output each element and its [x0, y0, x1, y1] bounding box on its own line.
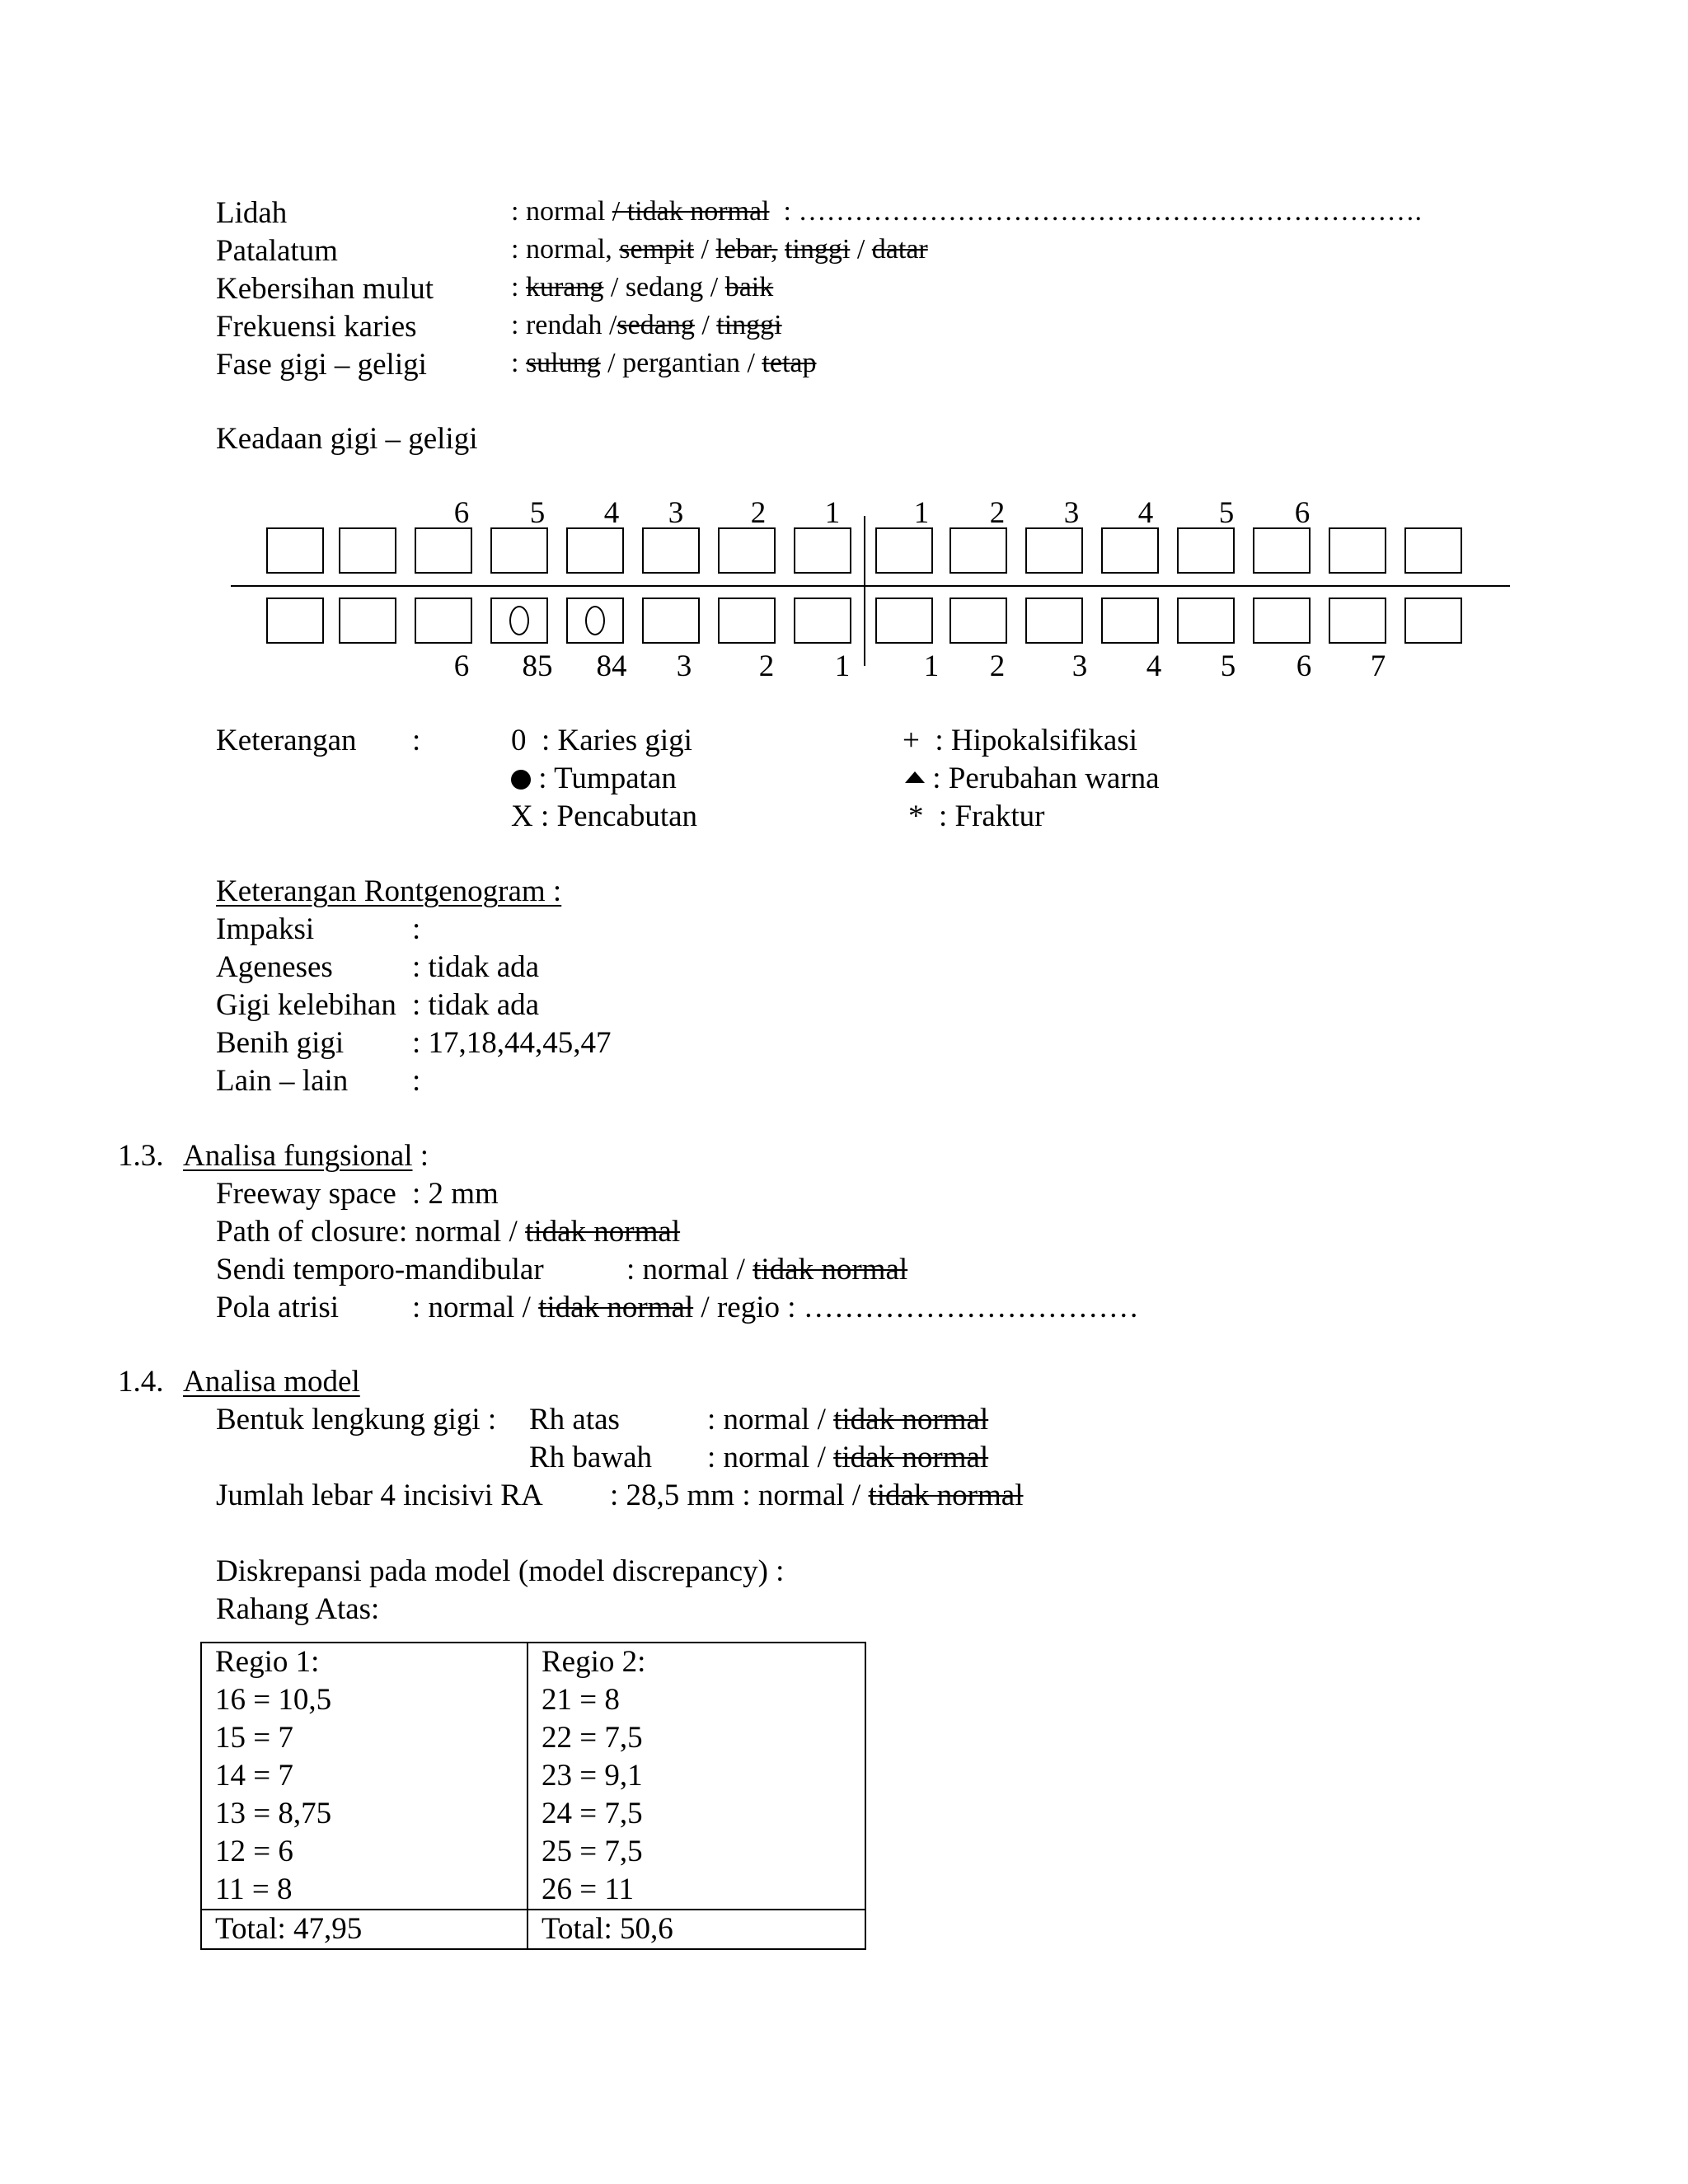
regio-1-title: Regio 1:	[215, 1645, 320, 1679]
rontgen-lain-label: Lain – lain	[216, 1064, 349, 1098]
lower-tooth-number: 6	[1296, 649, 1312, 683]
rh-bawah-label: Rh bawah	[529, 1441, 652, 1474]
rh-atas-label: Rh atas	[529, 1403, 620, 1436]
lower-tooth-number: 2	[989, 649, 1006, 683]
upper-tooth-box	[339, 527, 396, 574]
frekuensi-value: : rendah /sedang / tinggi	[511, 310, 782, 340]
lower-tooth-box	[415, 598, 472, 644]
upper-tooth-box	[1177, 527, 1235, 574]
upper-tooth-box	[266, 527, 324, 574]
lower-tooth-box	[950, 598, 1007, 644]
rontgen-kelebihan-value: : tidak ada	[412, 988, 540, 1022]
lower-tooth-number: 4	[1146, 649, 1162, 683]
upper-tooth-box	[875, 527, 933, 574]
upper-tooth-box	[1101, 527, 1159, 574]
rontgen-kelebihan-label: Gigi kelebihan	[216, 988, 396, 1022]
upper-tooth-number: 1	[824, 496, 841, 530]
caries-mark	[509, 606, 529, 635]
midline	[864, 516, 865, 666]
lower-tooth-number: 1	[923, 649, 940, 683]
regio-2-cell	[528, 1643, 865, 1910]
pola-label: Pola atrisi	[216, 1291, 340, 1324]
table-total-row	[201, 1910, 865, 1949]
regio-1-row: 12 = 6	[215, 1835, 293, 1868]
discrepancy-table	[200, 1642, 866, 1950]
regio-1-row: 16 = 10,5	[215, 1683, 332, 1717]
keadaan-title: Keadaan gigi – geligi	[216, 422, 478, 456]
lower-tooth-box	[718, 598, 776, 644]
lower-tooth-number: 2	[758, 649, 775, 683]
regio-1-row: 14 = 7	[215, 1759, 293, 1793]
fase-label: Fase gigi – geligi	[216, 348, 427, 382]
freeway-value: : 2 mm	[412, 1177, 499, 1211]
upper-tooth-box	[1404, 527, 1462, 574]
rontgen-benih-value: : 17,18,44,45,47	[412, 1026, 612, 1060]
rontgen-title: Keterangan Rontgenogram :	[216, 874, 562, 908]
upper-tooth-number: 3	[1063, 496, 1080, 530]
upper-tooth-box	[490, 527, 548, 574]
lower-tooth-box	[1025, 598, 1083, 644]
upper-tooth-number: 1	[913, 496, 930, 530]
rontgen-benih-label: Benih gigi	[216, 1026, 345, 1060]
jumlah-value: : 28,5 mm : normal / tidak normal	[610, 1479, 1024, 1512]
upper-tooth-number: 3	[668, 496, 684, 530]
rh-atas-value: : normal / tidak normal	[707, 1403, 989, 1436]
legend-perubahan-warna: : Perubahan warna	[905, 763, 1160, 794]
filled-dot-icon	[511, 770, 531, 790]
jumlah-label: Jumlah lebar 4 incisivi RA	[216, 1479, 543, 1512]
upper-tooth-number: 2	[750, 496, 767, 530]
legend-pencabutan: X : Pencabutan	[511, 799, 698, 833]
regio-1-row: 13 = 8,75	[215, 1797, 332, 1830]
kebersihan-value: : kurang / sedang / baik	[511, 272, 774, 302]
legend-label: Keterangan	[216, 724, 357, 757]
lidah-label: Lidah	[216, 196, 288, 230]
rontgen-ageneses-value: : tidak ada	[412, 950, 540, 984]
section-14-number: 1.4.	[118, 1365, 164, 1399]
regio-1-cell	[201, 1643, 528, 1910]
regio-2-row: 25 = 7,5	[542, 1835, 643, 1868]
section-13-title: Analisa fungsional :	[183, 1139, 429, 1173]
lower-tooth-box	[794, 598, 851, 644]
lower-tooth-box	[1329, 598, 1386, 644]
lower-tooth-box	[1404, 598, 1462, 644]
palatum-label: Patalatum	[216, 234, 338, 268]
upper-tooth-box	[566, 527, 624, 574]
lower-tooth-box	[339, 598, 396, 644]
regio-1-total: Total: 47,95	[201, 1910, 528, 1949]
lower-tooth-box	[1253, 598, 1311, 644]
legend-fraktur: * : Fraktur	[908, 799, 1045, 833]
sendi-value: : normal / tidak normal	[626, 1253, 908, 1286]
upper-tooth-box	[1329, 527, 1386, 574]
lower-tooth-box	[1101, 598, 1159, 644]
upper-tooth-box	[642, 527, 700, 574]
kebersihan-label: Kebersihan mulut	[216, 272, 434, 306]
diskrepansi-title: Diskrepansi pada model (model discrepancy) :	[216, 1554, 785, 1588]
lower-tooth-number: 85	[522, 649, 553, 683]
regio-2-row: 22 = 7,5	[542, 1721, 643, 1755]
upper-tooth-box	[1025, 527, 1083, 574]
lower-tooth-box	[1177, 598, 1235, 644]
upper-tooth-number: 6	[1294, 496, 1311, 530]
regio-2-total: Total: 50,6	[528, 1910, 865, 1949]
triangle-icon	[905, 771, 925, 783]
regio-1-row: 15 = 7	[215, 1721, 293, 1755]
rh-bawah-value: : normal / tidak normal	[707, 1441, 989, 1474]
regio-2-row: 23 = 9,1	[542, 1759, 643, 1793]
rontgen-ageneses-label: Ageneses	[216, 950, 333, 984]
lower-tooth-box	[875, 598, 933, 644]
lower-tooth-number: 3	[676, 649, 692, 683]
lower-tooth-number: 7	[1370, 649, 1386, 683]
regio-2-row: 21 = 8	[542, 1683, 620, 1717]
rontgen-impaksi-value: :	[412, 912, 421, 946]
rahang-atas-label: Rahang Atas:	[216, 1592, 380, 1626]
lower-tooth-box	[642, 598, 700, 644]
legend-hipokalsifikasi: + : Hipokalsifikasi	[903, 724, 1137, 757]
palatum-value: : normal, sempit / lebar, tinggi / datar	[511, 234, 928, 265]
upper-tooth-number: 2	[989, 496, 1006, 530]
lidah-value: : normal / tidak normal : ………………………………………………………….	[511, 196, 1422, 227]
upper-tooth-number: 4	[1137, 496, 1154, 530]
lower-tooth-number: 1	[834, 649, 851, 683]
lower-tooth-number: 6	[453, 649, 470, 683]
legend-tumpatan: : Tumpatan	[511, 763, 677, 794]
lower-tooth-number: 84	[596, 649, 627, 683]
upper-tooth-box	[794, 527, 851, 574]
occlusal-line	[231, 585, 1510, 587]
table-row	[201, 1643, 865, 1910]
regio-2-title: Regio 2:	[542, 1645, 646, 1679]
upper-tooth-box	[718, 527, 776, 574]
sendi-label: Sendi temporo-mandibular	[216, 1253, 544, 1286]
rontgen-impaksi-label: Impaksi	[216, 912, 315, 946]
pola-value: : normal / tidak normal / regio : ……………………………	[412, 1291, 1139, 1324]
regio-2-row: 26 = 11	[542, 1872, 634, 1906]
legend-colon: :	[412, 724, 421, 757]
upper-tooth-box	[415, 527, 472, 574]
lower-tooth-box	[266, 598, 324, 644]
section-14-title: Analisa model	[183, 1365, 360, 1399]
regio-1-row: 11 = 8	[215, 1872, 293, 1906]
freeway-label: Freeway space	[216, 1177, 396, 1211]
bentuk-label: Bentuk lengkung gigi :	[216, 1403, 497, 1436]
upper-tooth-box	[1253, 527, 1311, 574]
fase-value: : sulung / pergantian / tetap	[511, 348, 817, 378]
section-13-number: 1.3.	[118, 1139, 164, 1173]
upper-tooth-box	[950, 527, 1007, 574]
lower-tooth-box	[490, 598, 548, 644]
rontgen-lain-value: :	[412, 1064, 421, 1098]
upper-tooth-number: 6	[453, 496, 470, 530]
upper-tooth-number: 5	[529, 496, 546, 530]
caries-mark	[585, 606, 605, 635]
lower-tooth-number: 5	[1220, 649, 1236, 683]
upper-tooth-number: 4	[603, 496, 620, 530]
legend-karies: 0 : Karies gigi	[511, 724, 692, 757]
frekuensi-label: Frekuensi karies	[216, 310, 417, 344]
lower-tooth-box	[566, 598, 624, 644]
regio-2-row: 24 = 7,5	[542, 1797, 643, 1830]
path-of-closure: Path of closure: normal / tidak normal	[216, 1215, 681, 1249]
lower-tooth-number: 3	[1071, 649, 1088, 683]
upper-tooth-number: 5	[1218, 496, 1235, 530]
